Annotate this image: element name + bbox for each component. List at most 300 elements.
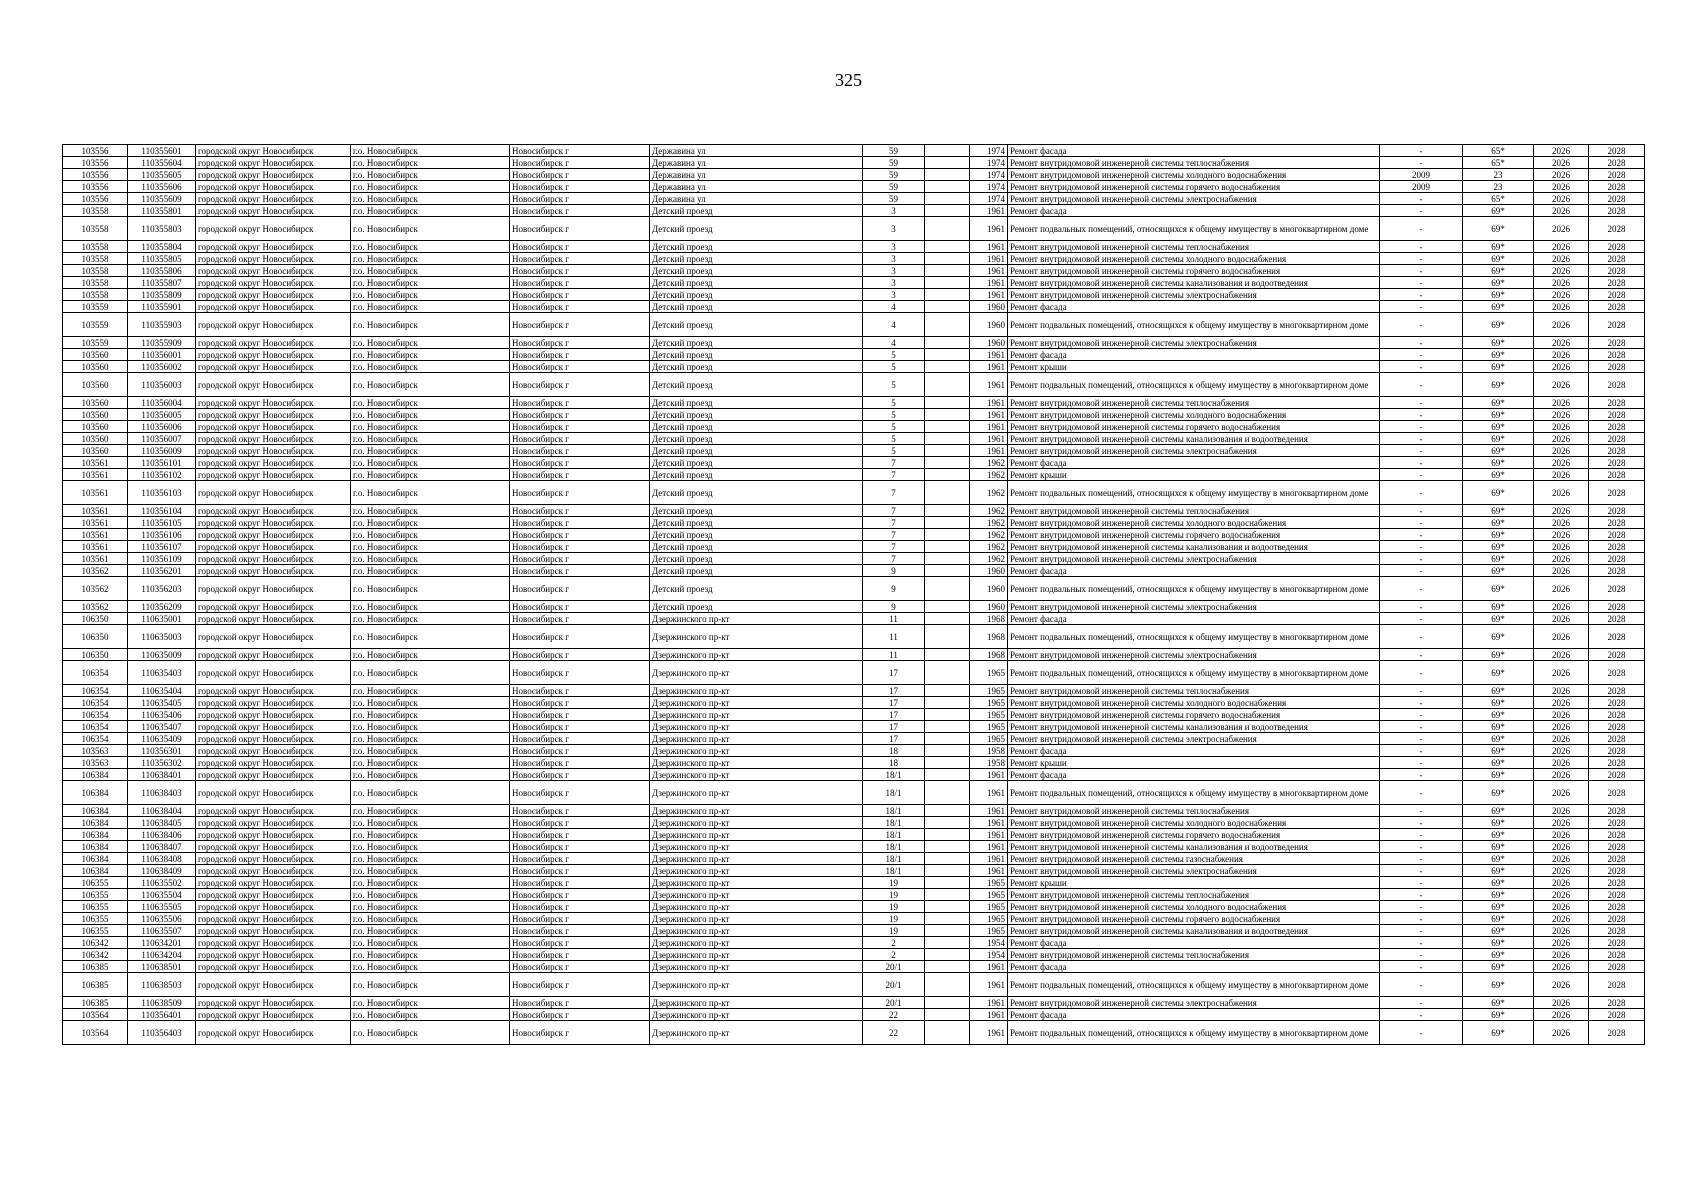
house-id-cell: 106350: [63, 625, 128, 649]
start-year-cell: 2026: [1534, 961, 1589, 973]
work-type-cell: Ремонт внутридомовой инженерной системы электроснабжения: [1008, 337, 1380, 349]
last-repair-year-cell: -: [1380, 649, 1463, 661]
table-row: [63, 553, 1645, 565]
house-id-cell: 103561: [63, 517, 128, 529]
work-type-cell: Ремонт внутридомовой инженерной системы холодного водоснабжения: [1008, 517, 1380, 529]
work-type-cell: Ремонт внутридомовой инженерной системы канализования и водоотведения: [1008, 841, 1380, 853]
table-row: [63, 625, 1645, 649]
table-row: [63, 745, 1645, 757]
build-year-cell: 1960: [970, 577, 1008, 601]
end-year-cell: 2028: [1589, 181, 1645, 193]
start-year-cell: 2026: [1534, 889, 1589, 901]
building-cell: [925, 301, 970, 313]
street-cell: Детский проезд: [650, 517, 863, 529]
house-id-cell: 103558: [63, 277, 128, 289]
district-cell: городской округ Новосибирск: [196, 961, 351, 973]
service-term-cell: 69*: [1463, 289, 1534, 301]
service-term-cell: 69*: [1463, 421, 1534, 433]
start-year-cell: 2026: [1534, 265, 1589, 277]
end-year-cell: 2028: [1589, 733, 1645, 745]
street-cell: Детский проезд: [650, 277, 863, 289]
building-cell: [925, 925, 970, 937]
house-number-cell: 3: [863, 277, 925, 289]
work-type-cell: Ремонт фасада: [1008, 565, 1380, 577]
municipality-cell: г.о. Новосибирск: [351, 349, 510, 361]
district-cell: городской округ Новосибирск: [196, 433, 351, 445]
locality-cell: Новосибирск г: [510, 505, 650, 517]
end-year-cell: 2028: [1589, 517, 1645, 529]
street-cell: Детский проезд: [650, 265, 863, 277]
start-year-cell: 2026: [1534, 205, 1589, 217]
building-cell: [925, 613, 970, 625]
start-year-cell: 2026: [1534, 457, 1589, 469]
municipality-cell: г.о. Новосибирск: [351, 1009, 510, 1021]
last-repair-year-cell: -: [1380, 265, 1463, 277]
work-type-cell: Ремонт внутридомовой инженерной системы электроснабжения: [1008, 649, 1380, 661]
house-id-cell: 103563: [63, 745, 128, 757]
build-year-cell: 1961: [970, 433, 1008, 445]
start-year-cell: 2026: [1534, 397, 1589, 409]
house-id-cell: 103561: [63, 529, 128, 541]
work-type-cell: Ремонт фасада: [1008, 205, 1380, 217]
municipality-cell: г.о. Новосибирск: [351, 277, 510, 289]
end-year-cell: 2028: [1589, 193, 1645, 205]
locality-cell: Новосибирск г: [510, 181, 650, 193]
locality-cell: Новосибирск г: [510, 925, 650, 937]
service-term-cell: 69*: [1463, 901, 1534, 913]
build-year-cell: 1960: [970, 565, 1008, 577]
last-repair-year-cell: -: [1380, 505, 1463, 517]
building-cell: [925, 709, 970, 721]
house-id-cell: 106355: [63, 925, 128, 937]
build-year-cell: 1965: [970, 901, 1008, 913]
building-cell: [925, 529, 970, 541]
work-code-cell: 110356109: [128, 553, 196, 565]
house-id-cell: 103562: [63, 577, 128, 601]
start-year-cell: 2026: [1534, 829, 1589, 841]
municipality-cell: г.о. Новосибирск: [351, 553, 510, 565]
build-year-cell: 1961: [970, 373, 1008, 397]
service-term-cell: 69*: [1463, 361, 1534, 373]
work-type-cell: Ремонт фасада: [1008, 613, 1380, 625]
build-year-cell: 1961: [970, 217, 1008, 241]
work-type-cell: Ремонт подвальных помещений, относящихся к общему имуществу в многоквартирном доме: [1008, 481, 1380, 505]
table-row: [63, 661, 1645, 685]
start-year-cell: 2026: [1534, 337, 1589, 349]
district-cell: городской округ Новосибирск: [196, 697, 351, 709]
end-year-cell: 2028: [1589, 277, 1645, 289]
house-number-cell: 7: [863, 517, 925, 529]
street-cell: Детский проезд: [650, 529, 863, 541]
service-term-cell: 69*: [1463, 397, 1534, 409]
start-year-cell: 2026: [1534, 289, 1589, 301]
building-cell: [925, 757, 970, 769]
build-year-cell: 1961: [970, 409, 1008, 421]
house-id-cell: 106354: [63, 721, 128, 733]
work-code-cell: 110355805: [128, 253, 196, 265]
house-number-cell: 5: [863, 409, 925, 421]
work-code-cell: 110355807: [128, 277, 196, 289]
start-year-cell: 2026: [1534, 241, 1589, 253]
start-year-cell: 2026: [1534, 649, 1589, 661]
locality-cell: Новосибирск г: [510, 349, 650, 361]
work-type-cell: Ремонт внутридомовой инженерной системы горячего водоснабжения: [1008, 913, 1380, 925]
service-term-cell: 69*: [1463, 625, 1534, 649]
last-repair-year-cell: -: [1380, 217, 1463, 241]
table-row: [63, 205, 1645, 217]
locality-cell: Новосибирск г: [510, 961, 650, 973]
municipality-cell: г.о. Новосибирск: [351, 181, 510, 193]
work-type-cell: Ремонт внутридомовой инженерной системы холодного водоснабжения: [1008, 253, 1380, 265]
last-repair-year-cell: -: [1380, 565, 1463, 577]
street-cell: Детский проезд: [650, 217, 863, 241]
end-year-cell: 2028: [1589, 313, 1645, 337]
build-year-cell: 1961: [970, 241, 1008, 253]
street-cell: Дзержинского пр-кт: [650, 733, 863, 745]
house-number-cell: 20/1: [863, 973, 925, 997]
end-year-cell: 2028: [1589, 421, 1645, 433]
start-year-cell: 2026: [1534, 697, 1589, 709]
district-cell: городской округ Новосибирск: [196, 757, 351, 769]
district-cell: городской округ Новосибирск: [196, 445, 351, 457]
street-cell: Дзержинского пр-кт: [650, 937, 863, 949]
district-cell: городской округ Новосибирск: [196, 145, 351, 157]
locality-cell: Новосибирск г: [510, 757, 650, 769]
municipality-cell: г.о. Новосибирск: [351, 973, 510, 997]
end-year-cell: 2028: [1589, 685, 1645, 697]
house-number-cell: 2: [863, 949, 925, 961]
service-term-cell: 69*: [1463, 1021, 1534, 1045]
municipality-cell: г.о. Новосибирск: [351, 529, 510, 541]
work-code-cell: 110635409: [128, 733, 196, 745]
end-year-cell: 2028: [1589, 529, 1645, 541]
work-code-cell: 110638407: [128, 841, 196, 853]
service-term-cell: 69*: [1463, 925, 1534, 937]
street-cell: Детский проезд: [650, 457, 863, 469]
street-cell: Державина ул: [650, 193, 863, 205]
building-cell: [925, 553, 970, 565]
start-year-cell: 2026: [1534, 877, 1589, 889]
service-term-cell: 69*: [1463, 469, 1534, 481]
house-number-cell: 17: [863, 697, 925, 709]
municipality-cell: г.о. Новосибирск: [351, 733, 510, 745]
street-cell: Детский проезд: [650, 253, 863, 265]
district-cell: городской округ Новосибирск: [196, 517, 351, 529]
last-repair-year-cell: -: [1380, 301, 1463, 313]
end-year-cell: 2028: [1589, 1009, 1645, 1021]
building-cell: [925, 337, 970, 349]
start-year-cell: 2026: [1534, 157, 1589, 169]
house-number-cell: 9: [863, 577, 925, 601]
service-term-cell: 69*: [1463, 433, 1534, 445]
municipality-cell: г.о. Новосибирск: [351, 601, 510, 613]
district-cell: городской округ Новосибирск: [196, 901, 351, 913]
start-year-cell: 2026: [1534, 565, 1589, 577]
end-year-cell: 2028: [1589, 889, 1645, 901]
house-id-cell: 103562: [63, 565, 128, 577]
table-row: [63, 145, 1645, 157]
start-year-cell: 2026: [1534, 577, 1589, 601]
end-year-cell: 2028: [1589, 373, 1645, 397]
house-number-cell: 18: [863, 745, 925, 757]
locality-cell: Новосибирск г: [510, 889, 650, 901]
end-year-cell: 2028: [1589, 817, 1645, 829]
end-year-cell: 2028: [1589, 829, 1645, 841]
street-cell: Детский проезд: [650, 601, 863, 613]
street-cell: Детский проезд: [650, 349, 863, 361]
locality-cell: Новосибирск г: [510, 805, 650, 817]
building-cell: [925, 817, 970, 829]
table-row: [63, 169, 1645, 181]
last-repair-year-cell: -: [1380, 397, 1463, 409]
start-year-cell: 2026: [1534, 937, 1589, 949]
end-year-cell: 2028: [1589, 289, 1645, 301]
start-year-cell: 2026: [1534, 1021, 1589, 1045]
municipality-cell: г.о. Новосибирск: [351, 253, 510, 265]
municipality-cell: г.о. Новосибирск: [351, 853, 510, 865]
start-year-cell: 2026: [1534, 685, 1589, 697]
house-number-cell: 5: [863, 373, 925, 397]
work-type-cell: Ремонт крыши: [1008, 877, 1380, 889]
municipality-cell: г.о. Новосибирск: [351, 625, 510, 649]
work-type-cell: Ремонт подвальных помещений, относящихся к общему имуществу в многоквартирном доме: [1008, 1021, 1380, 1045]
start-year-cell: 2026: [1534, 625, 1589, 649]
locality-cell: Новосибирск г: [510, 193, 650, 205]
last-repair-year-cell: -: [1380, 853, 1463, 865]
work-type-cell: Ремонт внутридомовой инженерной системы теплоснабжения: [1008, 949, 1380, 961]
build-year-cell: 1974: [970, 193, 1008, 205]
start-year-cell: 2026: [1534, 253, 1589, 265]
service-term-cell: 69*: [1463, 613, 1534, 625]
table-row: [63, 217, 1645, 241]
house-id-cell: 106342: [63, 949, 128, 961]
last-repair-year-cell: -: [1380, 817, 1463, 829]
locality-cell: Новосибирск г: [510, 601, 650, 613]
work-type-cell: Ремонт крыши: [1008, 361, 1380, 373]
house-id-cell: 103564: [63, 1021, 128, 1045]
locality-cell: Новосибирск г: [510, 337, 650, 349]
house-number-cell: 4: [863, 301, 925, 313]
start-year-cell: 2026: [1534, 733, 1589, 745]
service-term-cell: 69*: [1463, 265, 1534, 277]
build-year-cell: 1961: [970, 829, 1008, 841]
building-cell: [925, 577, 970, 601]
district-cell: городской округ Новосибирск: [196, 253, 351, 265]
table-row: [63, 697, 1645, 709]
building-cell: [925, 661, 970, 685]
start-year-cell: 2026: [1534, 217, 1589, 241]
house-id-cell: 103558: [63, 265, 128, 277]
locality-cell: Новосибирск г: [510, 373, 650, 397]
street-cell: Детский проезд: [650, 361, 863, 373]
locality-cell: Новосибирск г: [510, 937, 650, 949]
house-id-cell: 103561: [63, 553, 128, 565]
municipality-cell: г.о. Новосибирск: [351, 913, 510, 925]
start-year-cell: 2026: [1534, 445, 1589, 457]
street-cell: Детский проезд: [650, 301, 863, 313]
house-number-cell: 3: [863, 289, 925, 301]
street-cell: Дзержинского пр-кт: [650, 889, 863, 901]
district-cell: городской округ Новосибирск: [196, 913, 351, 925]
end-year-cell: 2028: [1589, 865, 1645, 877]
work-type-cell: Ремонт подвальных помещений, относящихся к общему имуществу в многоквартирном доме: [1008, 973, 1380, 997]
service-term-cell: 23: [1463, 181, 1534, 193]
table-row: [63, 901, 1645, 913]
last-repair-year-cell: -: [1380, 529, 1463, 541]
work-code-cell: 110635001: [128, 613, 196, 625]
street-cell: Дзержинского пр-кт: [650, 757, 863, 769]
build-year-cell: 1974: [970, 145, 1008, 157]
table-row: [63, 361, 1645, 373]
house-number-cell: 18/1: [863, 805, 925, 817]
work-code-cell: 110638409: [128, 865, 196, 877]
house-number-cell: 17: [863, 661, 925, 685]
house-id-cell: 103560: [63, 349, 128, 361]
start-year-cell: 2026: [1534, 601, 1589, 613]
end-year-cell: 2028: [1589, 841, 1645, 853]
last-repair-year-cell: -: [1380, 949, 1463, 961]
house-number-cell: 59: [863, 145, 925, 157]
district-cell: городской округ Новосибирск: [196, 217, 351, 241]
house-id-cell: 103560: [63, 445, 128, 457]
house-id-cell: 103561: [63, 505, 128, 517]
start-year-cell: 2026: [1534, 193, 1589, 205]
building-cell: [925, 409, 970, 421]
building-cell: [925, 889, 970, 901]
work-type-cell: Ремонт внутридомовой инженерной системы газоснабжения: [1008, 853, 1380, 865]
start-year-cell: 2026: [1534, 181, 1589, 193]
table-row: [63, 601, 1645, 613]
end-year-cell: 2028: [1589, 157, 1645, 169]
locality-cell: Новосибирск г: [510, 613, 650, 625]
district-cell: городской округ Новосибирск: [196, 205, 351, 217]
start-year-cell: 2026: [1534, 169, 1589, 181]
municipality-cell: г.о. Новосибирск: [351, 613, 510, 625]
building-cell: [925, 913, 970, 925]
locality-cell: Новосибирск г: [510, 853, 650, 865]
table-row: [63, 829, 1645, 841]
end-year-cell: 2028: [1589, 541, 1645, 553]
district-cell: городской округ Новосибирск: [196, 337, 351, 349]
district-cell: городской округ Новосибирск: [196, 853, 351, 865]
district-cell: городской округ Новосибирск: [196, 1021, 351, 1045]
building-cell: [925, 265, 970, 277]
build-year-cell: 1965: [970, 889, 1008, 901]
municipality-cell: г.о. Новосибирск: [351, 433, 510, 445]
building-cell: [925, 805, 970, 817]
municipality-cell: г.о. Новосибирск: [351, 829, 510, 841]
build-year-cell: 1961: [970, 769, 1008, 781]
street-cell: Дзержинского пр-кт: [650, 745, 863, 757]
work-code-cell: 110356104: [128, 505, 196, 517]
table-row: [63, 457, 1645, 469]
street-cell: Детский проезд: [650, 409, 863, 421]
table-row: [63, 721, 1645, 733]
build-year-cell: 1958: [970, 745, 1008, 757]
service-term-cell: 69*: [1463, 889, 1534, 901]
district-cell: городской округ Новосибирск: [196, 889, 351, 901]
district-cell: городской округ Новосибирск: [196, 193, 351, 205]
house-id-cell: 106355: [63, 913, 128, 925]
build-year-cell: 1962: [970, 505, 1008, 517]
house-number-cell: 11: [863, 649, 925, 661]
building-cell: [925, 373, 970, 397]
street-cell: Державина ул: [650, 181, 863, 193]
street-cell: Детский проезд: [650, 481, 863, 505]
end-year-cell: 2028: [1589, 445, 1645, 457]
service-term-cell: 69*: [1463, 241, 1534, 253]
table-row: [63, 481, 1645, 505]
start-year-cell: 2026: [1534, 901, 1589, 913]
service-term-cell: 69*: [1463, 721, 1534, 733]
start-year-cell: 2026: [1534, 1009, 1589, 1021]
table-row: [63, 445, 1645, 457]
end-year-cell: 2028: [1589, 301, 1645, 313]
house-id-cell: 103556: [63, 145, 128, 157]
building-cell: [925, 853, 970, 865]
house-id-cell: 103559: [63, 337, 128, 349]
house-id-cell: 103558: [63, 241, 128, 253]
work-code-cell: 110356003: [128, 373, 196, 397]
work-type-cell: Ремонт внутридомовой инженерной системы холодного водоснабжения: [1008, 697, 1380, 709]
end-year-cell: 2028: [1589, 217, 1645, 241]
work-code-cell: 110355809: [128, 289, 196, 301]
house-id-cell: 103564: [63, 1009, 128, 1021]
build-year-cell: 1965: [970, 877, 1008, 889]
service-term-cell: 69*: [1463, 565, 1534, 577]
end-year-cell: 2028: [1589, 949, 1645, 961]
locality-cell: Новосибирск г: [510, 865, 650, 877]
municipality-cell: г.о. Новосибирск: [351, 421, 510, 433]
last-repair-year-cell: -: [1380, 961, 1463, 973]
end-year-cell: 2028: [1589, 505, 1645, 517]
district-cell: городской округ Новосибирск: [196, 805, 351, 817]
end-year-cell: 2028: [1589, 349, 1645, 361]
municipality-cell: г.о. Новосибирск: [351, 925, 510, 937]
district-cell: городской округ Новосибирск: [196, 925, 351, 937]
work-code-cell: 110356107: [128, 541, 196, 553]
work-code-cell: 110355606: [128, 181, 196, 193]
house-number-cell: 3: [863, 241, 925, 253]
table-row: [63, 469, 1645, 481]
work-code-cell: 110356105: [128, 517, 196, 529]
municipality-cell: г.о. Новосибирск: [351, 745, 510, 757]
house-id-cell: 106384: [63, 841, 128, 853]
building-cell: [925, 193, 970, 205]
end-year-cell: 2028: [1589, 925, 1645, 937]
table-row: [63, 757, 1645, 769]
house-number-cell: 3: [863, 265, 925, 277]
service-term-cell: 65*: [1463, 157, 1534, 169]
last-repair-year-cell: -: [1380, 709, 1463, 721]
work-type-cell: Ремонт внутридомовой инженерной системы теплоснабжения: [1008, 397, 1380, 409]
house-number-cell: 5: [863, 349, 925, 361]
end-year-cell: 2028: [1589, 613, 1645, 625]
building-cell: [925, 877, 970, 889]
house-id-cell: 106355: [63, 889, 128, 901]
building-cell: [925, 625, 970, 649]
work-code-cell: 110356006: [128, 421, 196, 433]
build-year-cell: 1961: [970, 277, 1008, 289]
build-year-cell: 1968: [970, 625, 1008, 649]
house-id-cell: 103559: [63, 313, 128, 337]
house-number-cell: 59: [863, 169, 925, 181]
locality-cell: Новосибирск г: [510, 361, 650, 373]
street-cell: Дзержинского пр-кт: [650, 697, 863, 709]
build-year-cell: 1962: [970, 481, 1008, 505]
locality-cell: Новосибирск г: [510, 841, 650, 853]
last-repair-year-cell: -: [1380, 349, 1463, 361]
